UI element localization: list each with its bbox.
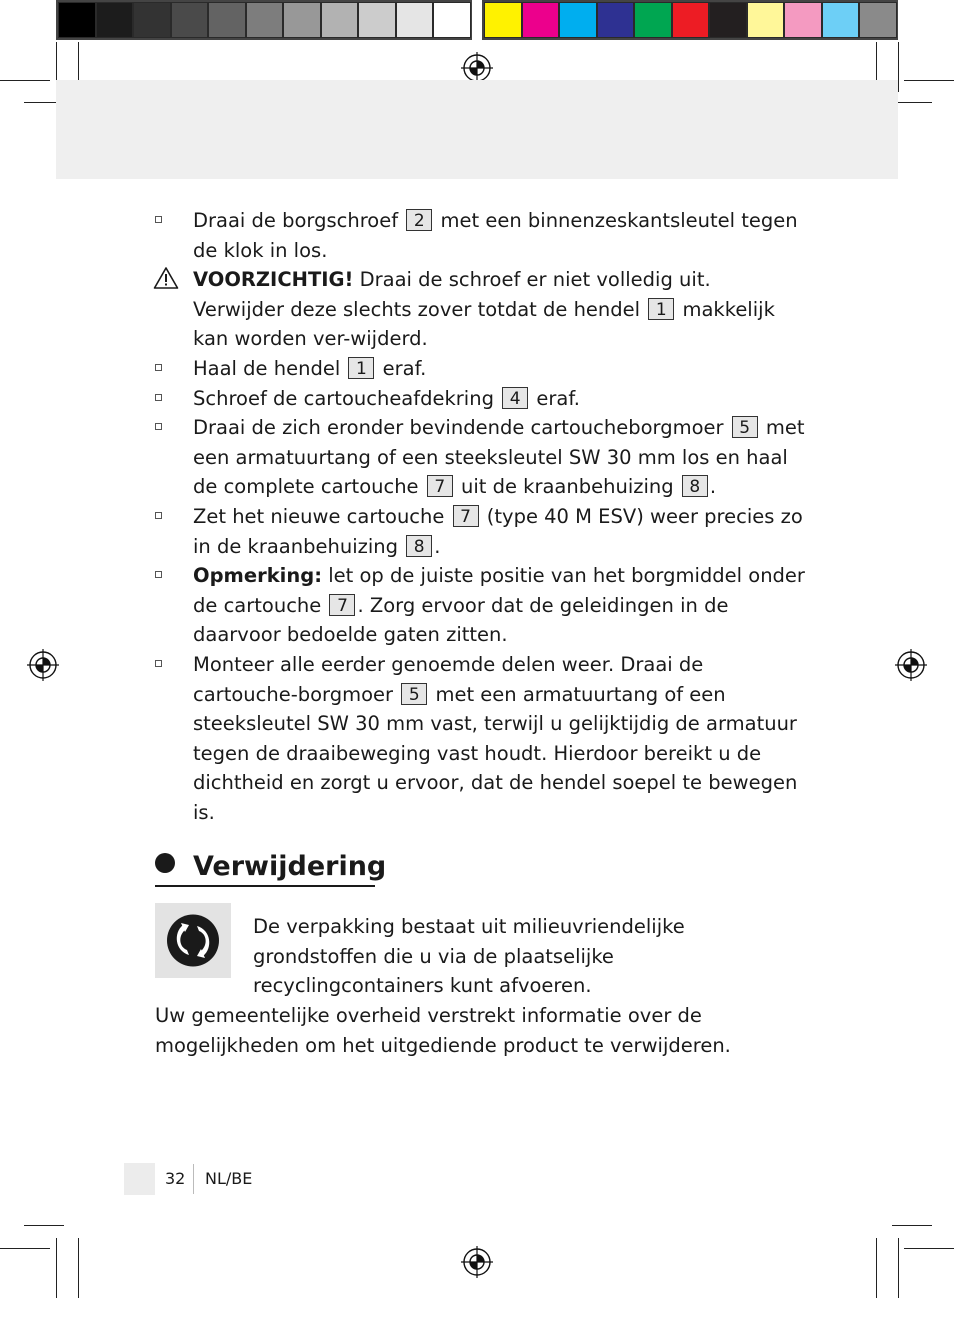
color-swatch xyxy=(208,2,246,38)
color-swatch xyxy=(133,2,171,38)
instruction-text: Monteer alle eerder genoemde delen weer. Draai de cartouche-borgmoer xyxy=(193,652,704,706)
locale-label: NL/BE xyxy=(205,1169,253,1188)
crop-mark xyxy=(0,80,50,81)
crop-mark xyxy=(892,1225,932,1226)
part-number-label: 7 xyxy=(329,594,355,616)
instruction-text: Draai de schroef er niet volledig uit. Verwijder deze slechts zover totdat de hendel xyxy=(193,268,711,321)
list-item xyxy=(155,206,805,265)
part-number-label: 4 xyxy=(502,387,528,409)
checkbox-bullet-icon xyxy=(155,512,162,519)
emphasis-text: Opmerking: xyxy=(193,564,322,588)
instruction-text: let op de juiste positie van het borgmiddel onder de cartouche xyxy=(193,564,805,617)
color-swatch xyxy=(709,2,747,38)
list-item xyxy=(155,502,805,561)
instruction-text: makkelijk kan worden ver-wijderd. xyxy=(193,297,775,351)
disposal-text: Uw gemeentelijke overheid verstrekt informatie over de mogelijkheden om het uitgediende product te verwijderen. xyxy=(155,1004,731,1057)
list-item xyxy=(155,384,805,414)
color-swatch xyxy=(171,2,209,38)
instruction-text: . xyxy=(709,475,717,499)
color-swatch xyxy=(484,2,522,38)
grayscale-color-bar xyxy=(58,0,471,40)
checkbox-bullet-icon xyxy=(155,364,162,371)
color-swatch xyxy=(559,2,597,38)
crop-mark xyxy=(898,1238,899,1298)
color-swatch xyxy=(522,2,560,38)
part-number-label: 2 xyxy=(406,209,432,231)
section-title xyxy=(155,848,386,886)
instruction-text: . xyxy=(434,534,441,558)
section-title-text: Verwijdering xyxy=(193,851,387,882)
instruction-text: met een binnenzeskantsleutel tegen de klok in los. xyxy=(193,209,798,262)
color-swatch xyxy=(672,2,710,38)
part-number-label: 1 xyxy=(648,298,674,320)
part-number-label: 8 xyxy=(406,535,432,557)
color-swatch xyxy=(96,2,134,38)
checkbox-bullet-icon xyxy=(155,660,162,667)
packaging-text: De verpakking bestaat uit milieuvriendelijke grondstoffen die u via de plaatselijke recyclingcontainers kunt afvoeren. xyxy=(253,915,685,998)
list-item xyxy=(155,650,805,828)
color-swatch xyxy=(358,2,396,38)
color-swatch xyxy=(246,2,284,38)
instruction-text: Draai de borgschroef xyxy=(193,209,405,232)
color-swatch xyxy=(597,2,635,38)
footer-separator xyxy=(193,1164,194,1194)
footer-page-tab xyxy=(124,1163,155,1195)
crop-mark xyxy=(904,80,954,81)
section-bullet-icon xyxy=(155,853,175,873)
instruction-text: Zet het nieuwe cartouche xyxy=(193,504,451,528)
checkbox-bullet-icon xyxy=(155,394,162,401)
color-swatch xyxy=(634,2,672,38)
color-swatch xyxy=(822,2,860,38)
instruction-text: met een armatuurtang of een steeksleutel SW 30 mm los en haal de complete cartouche xyxy=(193,416,805,499)
color-swatch xyxy=(747,2,785,38)
part-number-label: 7 xyxy=(427,475,453,497)
instruction-text: uit de kraanbehuizing xyxy=(454,475,680,499)
warning-triangle-icon xyxy=(153,266,179,290)
instruction-list xyxy=(155,206,805,827)
checkbox-bullet-icon xyxy=(155,571,162,578)
checkbox-bullet-icon xyxy=(155,216,162,223)
color-swatch xyxy=(58,2,96,38)
instruction-text: Haal de hendel xyxy=(193,356,347,380)
color-swatch xyxy=(859,2,897,38)
checkbox-bullet-icon xyxy=(155,423,162,430)
page-number: 32 xyxy=(165,1169,186,1188)
instruction-text: (type 40 M ESV) weer precies zo in de kraanbehuizing xyxy=(193,504,803,558)
emphasis-text: VOORZICHTIG! xyxy=(193,268,354,292)
list-item xyxy=(155,413,805,502)
instruction-text: eraf. xyxy=(376,356,427,380)
warning-item xyxy=(155,265,805,354)
crop-mark xyxy=(0,1248,50,1249)
color-swatch xyxy=(433,2,471,38)
instruction-text: Schroef de cartoucheafdekring xyxy=(193,386,501,410)
instruction-text: . Zorg ervoor dat de geleidingen in de daarvoor bedoelde gaten zitten. xyxy=(193,593,729,647)
crop-mark xyxy=(898,42,899,92)
crop-mark xyxy=(24,1225,64,1226)
crop-mark xyxy=(56,1238,57,1298)
list-item xyxy=(155,354,805,384)
color-swatch xyxy=(321,2,359,38)
section-title-underline xyxy=(155,885,375,887)
part-number-label: 5 xyxy=(732,416,758,438)
instruction-text: eraf. xyxy=(530,386,580,410)
registration-mark-icon xyxy=(461,1246,493,1278)
crop-mark xyxy=(892,102,932,103)
crop-mark xyxy=(904,1248,954,1249)
registration-mark-icon xyxy=(27,649,59,681)
instruction-text: met een armatuurtang of een steeksleutel SW 30 mm vast, terwijl u gelijktijdig de armatuur tegen de draaibeweging vast houdt. Hierdoor bereikt u de dichtheid en zorgt u ervoor, dat de hendel soepel te bewegen is. xyxy=(193,682,798,824)
registration-mark-icon xyxy=(895,649,927,681)
color-swatch xyxy=(784,2,822,38)
color-swatch xyxy=(283,2,321,38)
crop-mark xyxy=(78,1238,79,1298)
part-number-label: 7 xyxy=(453,505,479,527)
header-band xyxy=(56,80,898,179)
part-number-label: 1 xyxy=(348,357,374,379)
part-number-label: 8 xyxy=(682,475,708,497)
instruction-text: Draai de zich eronder bevindende cartoucheborgmoer xyxy=(193,416,730,440)
green-dot-recycling-icon xyxy=(155,903,231,978)
process-color-bar xyxy=(484,0,897,40)
crop-mark xyxy=(876,1238,877,1298)
part-number-label: 5 xyxy=(401,683,427,705)
color-swatch xyxy=(396,2,434,38)
list-item xyxy=(155,561,805,650)
